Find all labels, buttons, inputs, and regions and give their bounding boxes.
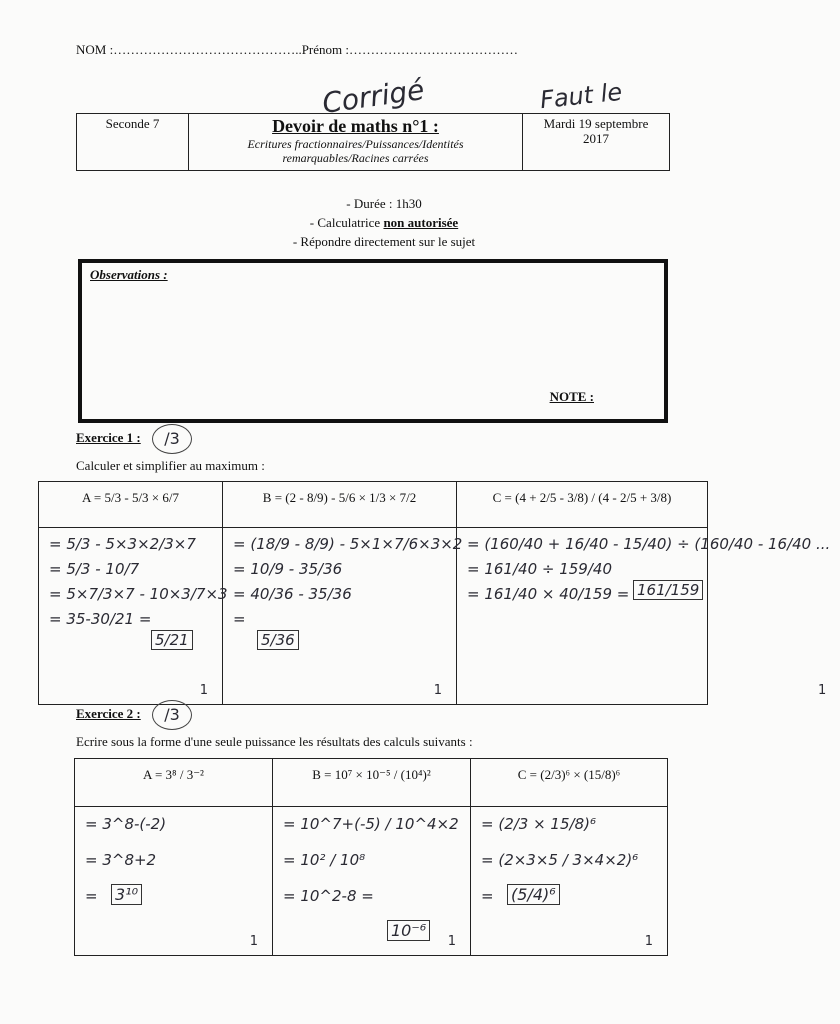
date-line-1: Mardi 19 septembre (543, 116, 649, 131)
exam-title: Devoir de maths n°1 : (272, 116, 439, 136)
exercise-2-work-row (75, 807, 667, 955)
name-firstname-line: NOM :……………………………………..Prénom :………………………………… (76, 42, 518, 57)
date-cell (523, 114, 669, 170)
note-label: NOTE : (549, 389, 594, 404)
formula-b: B = (2 - 8/9) - 5/6 × 1/3 × 7/2 (262, 490, 417, 505)
work-a: = 5/3 - 5×3×2/3×7 = 5/3 - 10/7 = 5×7/3×7 - 10×3/7×3 = 35-30/21 = (49, 535, 228, 628)
instruction-answer: - Répondre directement sur le sujet (292, 234, 476, 249)
formula-a: A = 5/3 - 5/3 × 6/7 (82, 490, 179, 505)
mark-a: 1 (199, 683, 208, 698)
exercise-1-table (38, 481, 831, 705)
title-cell (189, 114, 523, 170)
answer-a: 5/21 (151, 630, 193, 650)
exam-subtitle-2: remarquables/Racines carrées (282, 151, 429, 165)
exercise-1-formula-row (39, 482, 707, 528)
handwritten-corrige: Corrigé (320, 73, 427, 120)
exercise-2-title: Exercice 2 : (76, 706, 141, 721)
answer-c: 161/159 (633, 580, 703, 600)
work-cell-c (457, 528, 840, 704)
observations-box (78, 259, 668, 423)
exercise-2-instruction: Ecrire sous la forme d'une seule puissance les résultats des calculs suivants : (76, 734, 473, 749)
answer-2a: 3¹⁰ (111, 884, 142, 905)
exam-subtitle-1: Ecritures fractionnaires/Puissances/Identités (247, 137, 464, 151)
answer-2b: 10⁻⁶ (387, 920, 430, 941)
work-b: = (18/9 - 8/9) - 5×1×7/6×3×2 = 10/9 - 35/36 = 40/36 - 35/36 = (233, 535, 463, 628)
formula-2a: A = 3⁸ / 3⁻² (143, 767, 204, 782)
exercise-1-instruction: Calculer et simplifier au maximum : (76, 458, 265, 473)
formula-c: C = (4 + 2/5 - 3/8) / (4 - 2/5 + 3/8) (492, 490, 672, 505)
exercise-1-score: /3 (152, 424, 192, 454)
header-table (76, 113, 670, 171)
mark-2b: 1 (447, 934, 456, 949)
work-2b: = 10^7+(-5) / 10^4×2 = 10² / 10⁸ = 10^2-8 = (283, 815, 459, 905)
work-cell-2b (273, 807, 471, 955)
instruction-duration: - Durée : 1h30 (346, 196, 422, 211)
observations-label: Observations : (90, 267, 168, 282)
answer-b: 5/36 (257, 630, 299, 650)
mark-b: 1 (433, 683, 442, 698)
formula-2c: C = (2/3)⁶ × (15/8)⁶ (517, 767, 621, 782)
work-2a: = 3^8-(-2) = 3^8+2 = (85, 815, 167, 905)
answer-2c: (5/4)⁶ (507, 884, 560, 905)
class-cell: Seconde 7 (77, 114, 189, 170)
work-cell-2c (471, 807, 667, 955)
handwritten-note: Faut le (538, 77, 624, 115)
exercise-2-score: /3 (152, 700, 192, 730)
mark-2c: 1 (644, 934, 653, 949)
work-cell-a (39, 528, 228, 704)
exercise-1-title: Exercice 1 : (76, 430, 141, 445)
date-line-2: 2017 (583, 131, 609, 146)
mark-c: 1 (818, 683, 827, 698)
exercise-2-table (74, 758, 668, 956)
exercise-2-formula-row (75, 759, 667, 807)
exercise-1-work-row (39, 528, 831, 704)
work-2c: = (2/3 × 15/8)⁶ = (2×3×5 / 3×4×2)⁶ = (481, 815, 639, 905)
instruction-calculator: - Calculatrice non autorisée (309, 215, 459, 230)
mark-2a: 1 (249, 934, 258, 949)
work-cell-b (223, 528, 463, 704)
work-c: = (160/40 + 16/40 - 15/40) ÷ (160/40 - 16/40 ... = 161/40 ÷ 159/40 = 161/40 × 40/159 = (467, 535, 831, 603)
formula-2b: B = 10⁷ × 10⁻⁵ / (10⁴)² (312, 767, 431, 782)
work-cell-2a (75, 807, 273, 955)
